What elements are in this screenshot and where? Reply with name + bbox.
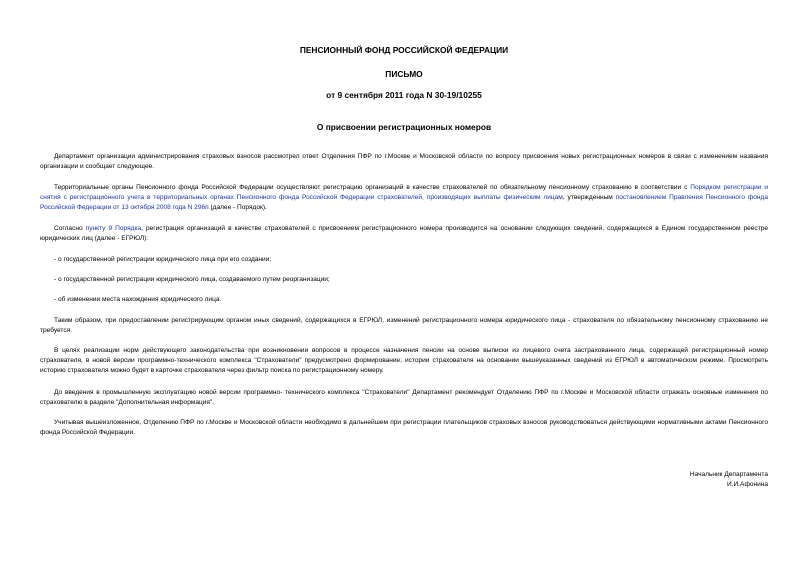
paragraph-2-text-middle: , утвержденным (562, 194, 616, 202)
document-subject: О присвоении регистрационных номеров (316, 122, 492, 132)
signature-name: И.И.Афонина (726, 481, 768, 488)
paragraph-7: Учитывая вышеизложенное, Отделению ПФР по г.Москве и Московской области необходимо в дальнейшем при регистрации плательщиков страховых взносов руководствоваться действующими нормативными актами Пенсионного фонда Российской Федерации. (40, 419, 768, 437)
procedure-link[interactable]: Порядком регистрации и снятия с регистрационного учета в территориальных органах Пенсионного фонда Российской Федерации страхователей, производящих выплаты физическим лицам (40, 184, 768, 202)
signature-position: Начальник Департамента (689, 471, 768, 478)
document-date-number: от 9 сентября 2011 года N 30-19/10255 (326, 90, 482, 100)
paragraph-3-text-end: , регистрация организаций в качестве страхователей с присвоением регистрационного номера производится на основании следующих сведений, содержащихся в Едином государственном реестре юридических лиц (далее - ЕГРЮЛ): (40, 225, 768, 243)
paragraph-5: В целях реализации норм действующего законодательства при возникновении вопросов в процессе назначения пенсии на основе выписки из лицевого счета застрахованного лица, содержащей регистрационный номер страхователя, в новой версии программно-технического комплекса "Страхователи" предусмотрено формирование; истории страхователя на основании вышеуказанных сведений из ЕГРЮЛ в автоматическом режиме. Просмотреть историю страхователя можно будет в карточке страхователя через фильтр поиска по регистрационному номеру. (40, 347, 768, 375)
paragraph-6: До введения в промышленную эксплуатацию новой версии программно- технического комплекса "Страхователи" Департамент рекомендует Отделению ПФР по г.Москве и Московской области отражать основные изменения по страхователю в разделе "Дополнительная информация". (40, 389, 768, 407)
resolution-link[interactable]: постановлением Правления Пенсионного фонда Российской Федерации от 13 октября 2008 года N 296п (40, 194, 768, 212)
paragraph-2-text-start: Территориальные органы Пенсионного фонда Российской Федерации осуществляют регистрацию организаций в качестве страхователей по обязательному пенсионному страхованию в соответствии с (54, 184, 691, 191)
document-type: ПИСЬМО (385, 69, 423, 79)
document-page (40, 0, 768, 571)
paragraph-2 (40, 183, 768, 214)
list-item: - об изменении места нахождения юридического лица. (54, 296, 222, 303)
organization-title: ПЕНСИОННЫЙ ФОНД РОССИЙСКОЙ ФЕДЕРАЦИИ (299, 45, 509, 55)
clause-9-link[interactable]: пункту 9 Порядка (85, 225, 142, 232)
list-item: - о государственной регистрации юридического лица, создаваемого путем реорганизации; (54, 276, 330, 283)
list-item: - о государственной регистрации юридического лица при его создании; (54, 256, 272, 263)
paragraph-2-text-end: (далее - Порядок). (208, 204, 267, 212)
paragraph-3-text-start: Согласно (54, 225, 86, 232)
paragraph-4: Таким образом, при предоставлении регистрирующим органом иных сведений, содержащихся в ЕГРЮЛ, изменений регистрационного номера юридического лица - страхователя по обязательному пенсионному страхованию не требуется. (40, 317, 768, 335)
paragraph-1: Департамент организации администрирования страховых взносов рассмотрел ответ Отделения ПФР по г.Москве и Московской области по вопросу присвоения новых регистрационных номеров в связи с изменением названия организации и сообщает следующее. (40, 153, 768, 171)
paragraph-3 (40, 224, 768, 244)
